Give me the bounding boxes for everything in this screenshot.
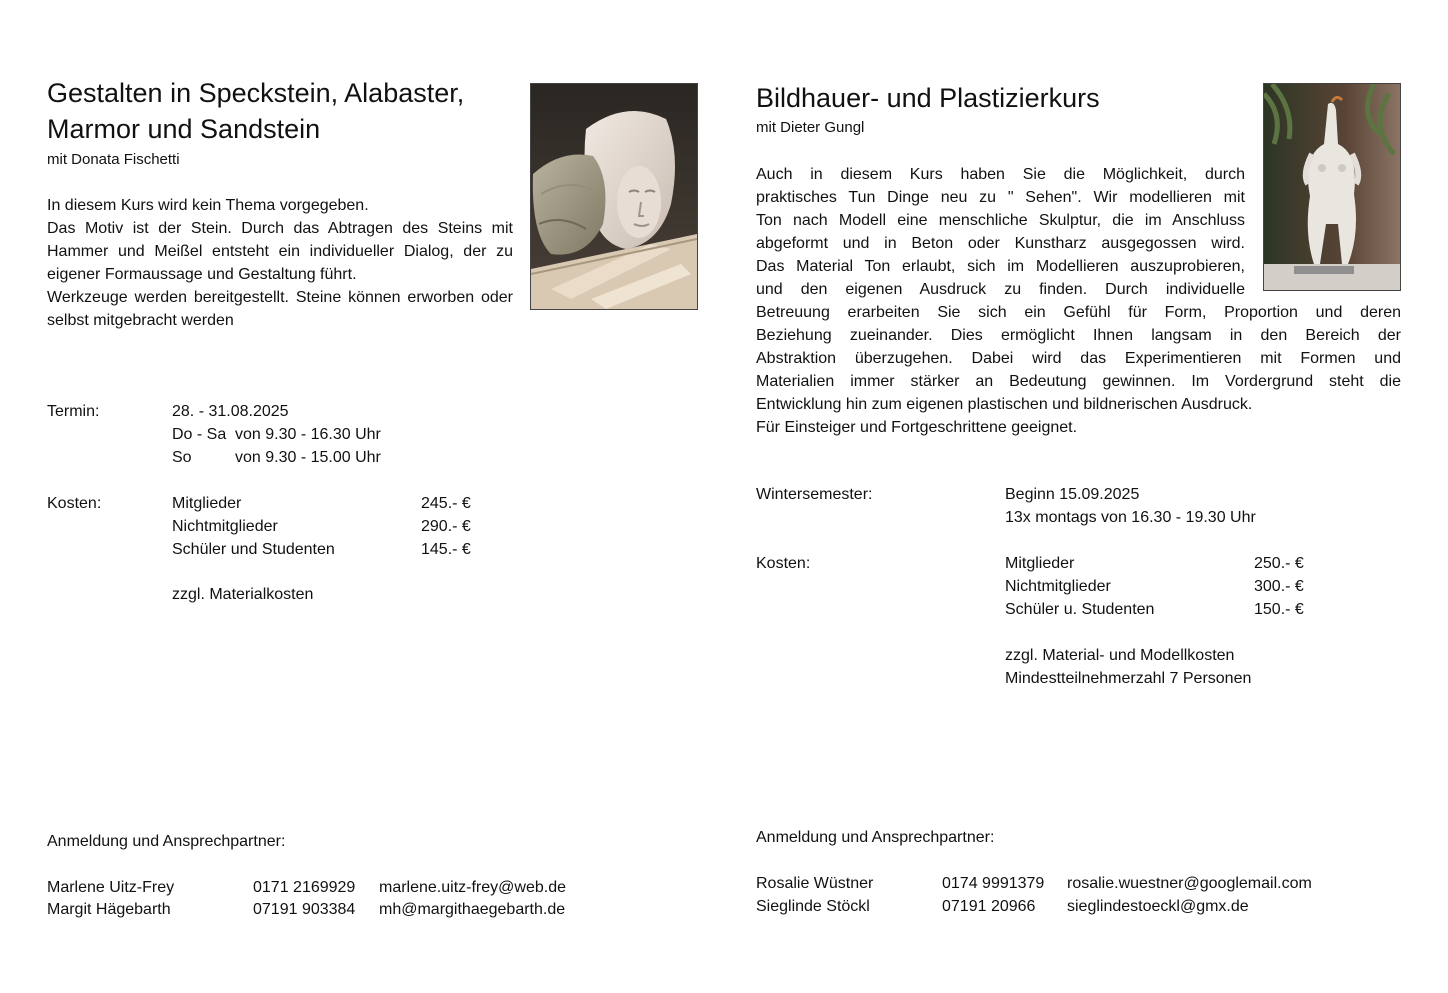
left-price-value: 145.- € bbox=[421, 541, 471, 558]
figure-sculpture-photo bbox=[1263, 83, 1401, 291]
right-description bbox=[756, 163, 1245, 301]
right-contact-phone[interactable]: 0174 9991379 bbox=[942, 875, 1045, 892]
left-contact-phone[interactable]: 0171 2169929 bbox=[253, 879, 356, 896]
right-price-value: 250.- € bbox=[1254, 555, 1304, 572]
right-desc-line: Materialien immer stärker an Bedeutung gewinnen. Im Vordergrund steht die bbox=[756, 373, 1401, 390]
left-kosten-label: Kosten: bbox=[47, 495, 102, 512]
left-termin-weekday-time: von 9.30 - 16.30 Uhr bbox=[235, 426, 381, 443]
left-course bbox=[0, 0, 720, 993]
right-semester-schedule: 13x montags von 16.30 - 19.30 Uhr bbox=[1005, 509, 1256, 526]
right-extra-costs: zzgl. Material- und Modellkosten bbox=[1005, 647, 1235, 664]
left-title-line2: Marmor und Sandstein bbox=[47, 114, 321, 144]
right-contact-phone[interactable]: 07191 20966 bbox=[942, 898, 1036, 915]
right-desc-line: Auch in diesem Kurs haben Sie die Möglichkeit, durch bbox=[756, 166, 1245, 183]
left-intro-3: Werkzeuge werden bereitgestellt. Steine können erworben oder selbst mitgebracht werden bbox=[47, 289, 513, 329]
left-contact-phone[interactable]: 07191 903384 bbox=[253, 901, 356, 918]
right-price-label: Mitglieder bbox=[1005, 555, 1075, 572]
left-price-value: 290.- € bbox=[421, 518, 471, 535]
left-price-label: Schüler und Studenten bbox=[172, 541, 335, 558]
left-termin-date: 28. - 31.08.2025 bbox=[172, 403, 289, 420]
right-desc-line: Beziehung zueinander. Dies ermöglicht Ihnen langsam in den Bereich der bbox=[756, 327, 1401, 344]
figure-sculpture-illustration bbox=[1264, 84, 1400, 290]
right-price-value: 150.- € bbox=[1254, 601, 1304, 618]
right-contact-name: Sieglinde Stöckl bbox=[756, 898, 870, 915]
right-desc-line: Entwicklung hin zum eigenen plastischen und bildnerischen Ausdruck. bbox=[756, 396, 1253, 413]
right-desc-line: Das Material Ton erlaubt, sich im Modellieren auszuprobieren, bbox=[756, 258, 1245, 275]
right-desc-line: und den eigenen Ausdruck zu finden. Durch individuelle bbox=[756, 281, 1245, 298]
left-termin-sunday-day: So bbox=[172, 449, 192, 466]
left-contact-email[interactable]: marlene.uitz-frey@web.de bbox=[379, 879, 566, 896]
left-termin-weekday-days: Do - Sa bbox=[172, 426, 227, 443]
right-semester-label: Wintersemester: bbox=[756, 486, 873, 503]
left-price-label: Mitglieder bbox=[172, 495, 242, 512]
right-contact-name: Rosalie Wüstner bbox=[756, 875, 874, 892]
left-price-label: Nichtmitglieder bbox=[172, 518, 278, 535]
right-semester-start: Beginn 15.09.2025 bbox=[1005, 486, 1140, 503]
left-extra-costs: zzgl. Materialkosten bbox=[172, 586, 314, 603]
left-intro-2: Das Motiv ist der Stein. Durch das Abtragen des Steins mit Hammer und Meißel entsteht ein individueller Dialog, der zu eigener Formaussage und Gestaltung führt. bbox=[47, 220, 513, 283]
right-price-label: Nichtmitglieder bbox=[1005, 578, 1111, 595]
right-kosten-label: Kosten: bbox=[756, 555, 811, 572]
right-price-label: Schüler u. Studenten bbox=[1005, 601, 1155, 618]
left-intro-1: In diesem Kurs wird kein Thema vorgegeben. bbox=[47, 197, 369, 214]
right-desc-line: praktisches Tun Dinge neu zu " Sehen". Wir modellieren mit bbox=[756, 189, 1245, 206]
left-contact-name: Margit Hägebarth bbox=[47, 901, 171, 918]
left-termin-label: Termin: bbox=[47, 403, 100, 420]
right-min-participants: Mindestteilnehmerzahl 7 Personen bbox=[1005, 670, 1252, 687]
right-contact-email[interactable]: rosalie.wuestner@googlemail.com bbox=[1067, 875, 1312, 892]
left-subtitle: mit Donata Fischetti bbox=[47, 151, 180, 168]
left-contact-email[interactable]: mh@margithaegebarth.de bbox=[379, 901, 566, 918]
right-subtitle: mit Dieter Gungl bbox=[756, 119, 865, 136]
right-contact-heading: Anmeldung und Ansprechpartner: bbox=[756, 829, 995, 846]
left-contact-heading: Anmeldung und Ansprechpartner: bbox=[47, 833, 286, 850]
right-title: Bildhauer- und Plastizierkurs bbox=[756, 83, 1100, 113]
right-desc-suitable: Für Einsteiger und Fortgeschrittene geeignet. bbox=[756, 419, 1078, 436]
stone-sculpture-illustration bbox=[531, 84, 697, 309]
left-title-line1: Gestalten in Speckstein, Alabaster, bbox=[47, 78, 465, 108]
right-contact-email[interactable]: sieglindestoeckl@gmx.de bbox=[1067, 898, 1249, 915]
left-contact-name: Marlene Uitz-Frey bbox=[47, 879, 175, 896]
left-termin-sunday-time: von 9.30 - 15.00 Uhr bbox=[235, 449, 381, 466]
right-desc-line: Abstraktion überzugehen. Dabei wird das Experimentieren mit Formen und bbox=[756, 350, 1401, 367]
right-price-value: 300.- € bbox=[1254, 578, 1304, 595]
right-description-wide bbox=[756, 301, 1401, 439]
left-intro bbox=[47, 194, 513, 332]
stone-sculpture-photo bbox=[530, 83, 698, 310]
right-desc-line: abgeformt und in Beton oder Kunstharz ausgegossen wird. bbox=[756, 235, 1245, 252]
right-desc-line: Betreuung erarbeiten Sie sich ein Gefühl für Form, Proportion und deren bbox=[756, 304, 1401, 321]
right-desc-line: Ton nach Modell eine menschliche Skulptur, die im Anschluss bbox=[756, 212, 1245, 229]
right-course bbox=[724, 0, 1448, 993]
left-price-value: 245.- € bbox=[421, 495, 471, 512]
